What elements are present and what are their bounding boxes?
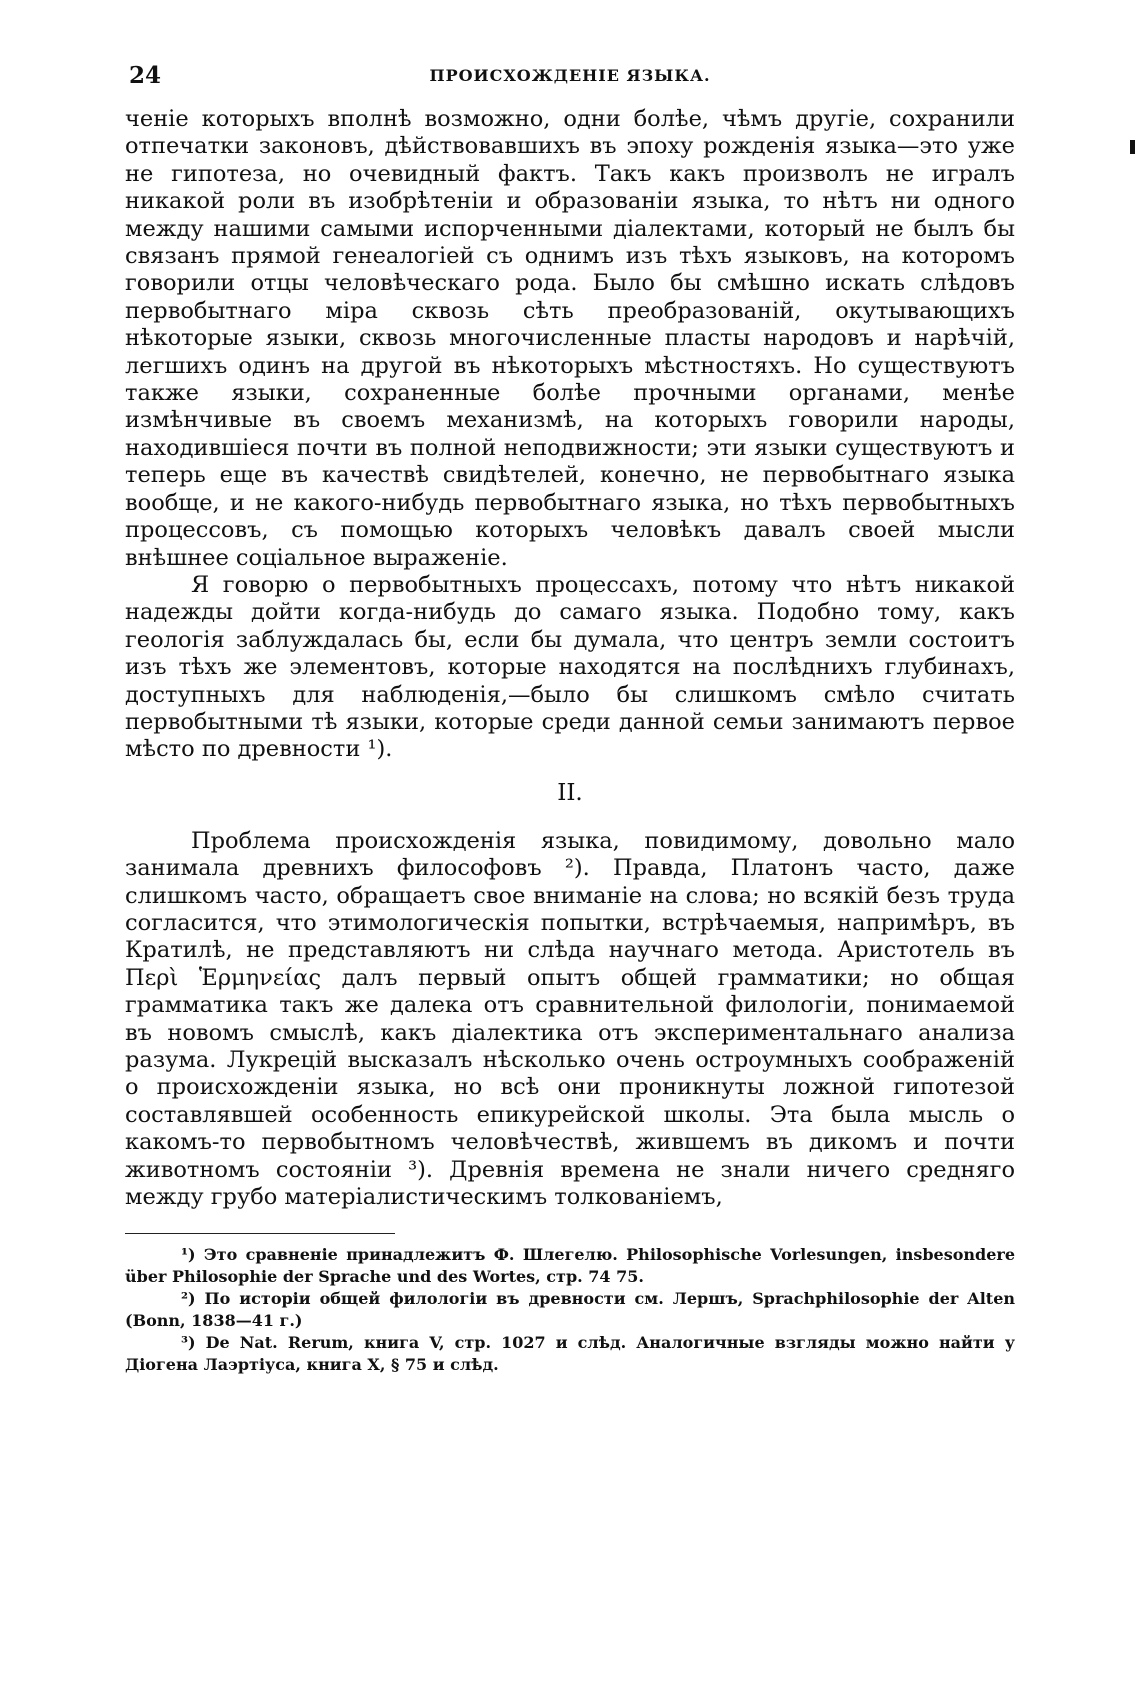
book-page bbox=[125, 62, 1015, 1376]
margin-mark bbox=[1130, 140, 1135, 154]
page-number: 24 bbox=[129, 62, 162, 89]
paragraph-2: Я говорю о первобытныхъ процессахъ, потому что нѣтъ никакой надежды дойти когда-нибудь до самаго языка. Подобно тому, какъ геологія заблуждалась бы, если бы думала, что центръ земли состоитъ изъ тѣхъ же элементовъ, которые находятся на послѣднихъ глубинахъ, доступныхъ для наблюденія,—было бы слишкомъ смѣло считать первобытными тѣ языки, которые среди данной семьи занимаютъ первое мѣсто по древности ¹). bbox=[125, 571, 1015, 763]
running-title: ПРОИСХОЖДЕНІЕ ЯЗЫКА. bbox=[429, 66, 711, 85]
paragraph-1: ченіе которыхъ вполнѣ возможно, одни болѣе, чѣмъ другіе, сохранили отпечатки законовъ, дѣйствовавшихъ въ эпоху рожденія языка—это уже не гипотеза, но очевидный фактъ. Такъ какъ произволъ не игралъ никакой роли въ изобрѣтеніи и образованіи языка, то нѣтъ ни одного между нашими самыми испорченными діалектами, который не былъ бы связанъ прямой генеалогіей съ однимъ изъ тѣхъ языковъ, на которомъ говорили отцы человѣческаго рода. Было бы смѣшно искать слѣдовъ первобытнаго міра сквозь сѣть преобразованій, окутывающихъ нѣкоторые языки, сквозь многочисленные пласты народовъ и нарѣчій, легшихъ одинъ на другой въ нѣкоторыхъ мѣстностяхъ. Но существуютъ также языки, сохраненные болѣе прочными органами, менѣе измѣнчивые въ своемъ механизмѣ, на которыхъ говорили народы, находившіеся почти въ полной неподвижности; эти языки существуютъ и теперь еще въ качествѣ свидѣтелей, конечно, не первобытнаго языка вообще, и не какого-нибудь первобытнаго языка, но тѣхъ первобытныхъ процессовъ, съ помощью которыхъ человѣкъ давалъ своей мысли внѣшнее соціальное выраженіе. bbox=[125, 106, 1015, 571]
footnotes bbox=[125, 1244, 1015, 1376]
body-text bbox=[125, 106, 1015, 1211]
running-head bbox=[125, 62, 1015, 106]
footnote-divider bbox=[125, 1233, 395, 1234]
footnote-1: ¹) Это сравненіе принадлежитъ Ф. Шлегелю. Philosophische Vorlesungen, insbesondere über Philosophie der Sprache und des Wortes, стр. 74 75. bbox=[125, 1245, 1015, 1287]
section-heading: II. bbox=[557, 779, 583, 806]
footnote-3: ³) De Nat. Rerum, книга V, стр. 1027 и слѣд. Аналогичные взгляды можно найти у Діогена Лаэртіуса, книга X, § 75 и слѣд. bbox=[125, 1333, 1015, 1375]
footnote-2: ²) По исторіи общей филологіи въ древности см. Лершъ, Sprachphilosophie der Alten (Bonn, 1838—41 г.) bbox=[125, 1289, 1015, 1331]
paragraph-3: Проблема происхожденія языка, повидимому, довольно мало занимала древнихъ философовъ ²). Правда, Платонъ часто, даже слишкомъ часто, обращаетъ свое вниманіе на слова; но всякій безъ труда согласится, что этимологическія попытки, встрѣчаемыя, напримѣръ, въ Кратилѣ, не представляютъ ни слѣда научнаго метода. Аристотель въ Περὶ Ἑρμηνείας далъ первый опытъ общей грамматики; но общая грамматика такъ же далека отъ сравнительной филологіи, понимаемой въ новомъ смыслѣ, какъ діалектика отъ экспериментальнаго анализа разума. Лукрецій высказалъ нѣсколько очень остроумныхъ соображеній о происхожденіи языка, но всѣ они проникнуты ложной гипотезой составлявшей особенность епикурейской школы. Эта была мысль о какомъ-то первобытномъ человѣчествѣ, жившемъ въ дикомъ и почти животномъ состояніи ³). Древнія времена не знали ничего средняго между грубо матеріалистическимъ толкованіемъ, bbox=[125, 827, 1015, 1211]
